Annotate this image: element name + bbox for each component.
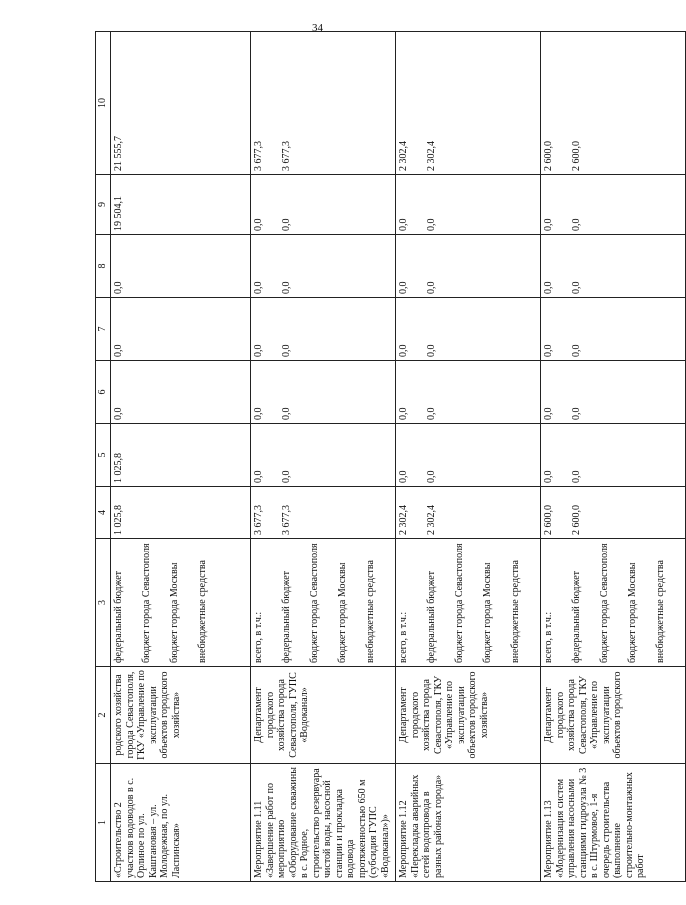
- amount-value: [197, 178, 225, 231]
- funding-source-cell: [251, 539, 396, 667]
- amount-value: [337, 490, 365, 535]
- measure-name-cell: Мероприятие 1.11 «Завершение работ по мероприятию «Оборудование скважины в с. Родное, строительство резервуара чистой воды, насосной станции и прокладка водовода протяженностью 650 м (субсидия ГУПС «Водоканал»)»: [251, 764, 396, 882]
- amount-value: [454, 178, 482, 231]
- column-number: 4: [96, 487, 111, 539]
- funding-source-label: внебюджетные средства: [655, 560, 666, 663]
- amount-value: [309, 178, 337, 231]
- amount-value: 0,0: [281, 470, 292, 483]
- amount-value: [599, 238, 627, 294]
- amount-value: [627, 427, 655, 483]
- funding-source-label: федеральный бюджет: [113, 570, 124, 663]
- column-number: 9: [96, 175, 111, 235]
- amount-value: [482, 364, 510, 420]
- amount-value: 0,0: [398, 407, 409, 420]
- value-cell: [396, 361, 541, 424]
- column-number: 5: [96, 424, 111, 487]
- amount-value: 0,0: [426, 470, 437, 483]
- amount-value: [599, 427, 627, 483]
- amount-value: [365, 364, 393, 420]
- amount-value: [141, 364, 169, 420]
- amount-value: 3 677,3: [281, 141, 292, 171]
- amount-value: [627, 35, 655, 171]
- amount-value: 0,0: [543, 281, 554, 294]
- page-number: 34: [312, 22, 323, 34]
- amount-value: [197, 490, 225, 535]
- rotated-table-container: [95, 32, 675, 882]
- amount-value: [309, 301, 337, 357]
- amount-value: 1 025,8: [113, 453, 124, 483]
- amount-value: [169, 238, 197, 294]
- value-cell: [111, 32, 251, 175]
- amount-value: 0,0: [398, 218, 409, 231]
- amount-value: [169, 301, 197, 357]
- funding-source-label: федеральный бюджет: [281, 570, 292, 663]
- amount-value: 21 555,7: [113, 136, 124, 171]
- column-number: 2: [96, 667, 111, 764]
- amount-value: [309, 427, 337, 483]
- amount-value: [655, 427, 683, 483]
- amount-value: [197, 301, 225, 357]
- amount-value: [169, 427, 197, 483]
- amount-value: [482, 238, 510, 294]
- amount-value: [141, 301, 169, 357]
- amount-value: [141, 427, 169, 483]
- amount-value: 0,0: [281, 218, 292, 231]
- amount-value: 0,0: [426, 218, 437, 231]
- table-row: [396, 32, 541, 882]
- amount-value: [169, 490, 197, 535]
- funding-source-cell: [541, 539, 686, 667]
- amount-value: [510, 238, 538, 294]
- amount-value: [197, 35, 225, 171]
- amount-value: [655, 301, 683, 357]
- measure-name-cell: «Строительство 2 участков водоводов в с. Орлиное по ул. Каштановая – ул. Молодежная, по ул. Ласпинская»: [111, 764, 251, 882]
- amount-value: 2 302,4: [398, 141, 409, 171]
- amount-value: [309, 490, 337, 535]
- column-number: 6: [96, 361, 111, 424]
- amount-value: 2 600,0: [571, 505, 582, 535]
- value-cell: [251, 32, 396, 175]
- program-measures-table: [95, 31, 686, 882]
- amount-value: [141, 238, 169, 294]
- funding-source-label: внебюджетные средства: [510, 560, 521, 663]
- amount-value: 0,0: [113, 407, 124, 420]
- value-cell: [251, 298, 396, 361]
- funding-source-cell: [396, 539, 541, 667]
- value-cell: [251, 361, 396, 424]
- amount-value: [655, 35, 683, 171]
- amount-value: [454, 364, 482, 420]
- funding-source-cell: [111, 539, 251, 667]
- amount-value: [510, 301, 538, 357]
- amount-value: 0,0: [253, 218, 264, 231]
- amount-value: 0,0: [571, 281, 582, 294]
- value-cell: [541, 298, 686, 361]
- funding-source-label: бюджет города Севастополя: [309, 543, 320, 663]
- amount-value: [627, 364, 655, 420]
- amount-value: [482, 301, 510, 357]
- value-cell: [541, 32, 686, 175]
- amount-value: [655, 238, 683, 294]
- amount-value: 0,0: [398, 344, 409, 357]
- amount-value: 0,0: [426, 344, 437, 357]
- value-cell: [541, 361, 686, 424]
- executor-cell: Департамент городского хозяйства города Севастополя, ГКУ «Управление по эксплуатации объектов городского: [541, 667, 686, 764]
- value-cell: [111, 424, 251, 487]
- amount-value: [510, 427, 538, 483]
- amount-value: 0,0: [398, 470, 409, 483]
- amount-value: 19 504,1: [113, 196, 124, 231]
- amount-value: [482, 35, 510, 171]
- value-cell: [396, 424, 541, 487]
- amount-value: [309, 364, 337, 420]
- value-cell: [251, 424, 396, 487]
- amount-value: [599, 364, 627, 420]
- amount-value: [599, 490, 627, 535]
- amount-value: [510, 364, 538, 420]
- amount-value: [599, 35, 627, 171]
- table-row: [541, 32, 686, 882]
- amount-value: [454, 238, 482, 294]
- amount-value: 3 677,3: [281, 505, 292, 535]
- value-cell: [251, 487, 396, 539]
- amount-value: 2 600,0: [571, 141, 582, 171]
- amount-value: [599, 301, 627, 357]
- amount-value: 0,0: [543, 344, 554, 357]
- value-cell: [396, 235, 541, 298]
- amount-value: 2 302,4: [398, 505, 409, 535]
- amount-value: [482, 427, 510, 483]
- value-cell: [111, 298, 251, 361]
- amount-value: 3 677,3: [253, 505, 264, 535]
- amount-value: [365, 490, 393, 535]
- amount-value: 0,0: [543, 218, 554, 231]
- amount-value: 0,0: [253, 344, 264, 357]
- amount-value: [454, 427, 482, 483]
- column-number: 7: [96, 298, 111, 361]
- amount-value: [482, 490, 510, 535]
- amount-value: 0,0: [281, 344, 292, 357]
- amount-value: 0,0: [426, 407, 437, 420]
- measure-name-cell: Мероприятие 1.13 «Модернизация систем управления насосными станциями гидроузла № 3 в с. Штурмовое, 1-я очередь строительства (выполнение строительно-монтажных работ: [541, 764, 686, 882]
- amount-value: [627, 301, 655, 357]
- value-cell: [111, 487, 251, 539]
- value-cell: [251, 175, 396, 235]
- value-cell: [396, 487, 541, 539]
- amount-value: [169, 364, 197, 420]
- funding-source-label: бюджет города Москвы: [169, 562, 180, 663]
- funding-source-label: федеральный бюджет: [426, 570, 437, 663]
- amount-value: [599, 178, 627, 231]
- value-cell: [396, 32, 541, 175]
- value-cell: [396, 298, 541, 361]
- funding-source-label: бюджет города Севастополя: [454, 543, 465, 663]
- amount-value: 0,0: [113, 281, 124, 294]
- amount-value: [365, 35, 393, 171]
- amount-value: 0,0: [543, 470, 554, 483]
- amount-value: 0,0: [253, 470, 264, 483]
- amount-value: [510, 35, 538, 171]
- amount-value: [337, 364, 365, 420]
- funding-source-label: федеральный бюджет: [571, 570, 582, 663]
- column-number: 10: [96, 32, 111, 175]
- amount-value: [627, 490, 655, 535]
- column-number: 1: [96, 764, 111, 882]
- amount-value: [454, 301, 482, 357]
- amount-value: [197, 427, 225, 483]
- value-cell: [541, 235, 686, 298]
- amount-value: 0,0: [281, 281, 292, 294]
- measure-name-cell: Мероприятие 1.12 «Перекладка аварийных сетей водопровода в разных районах города»: [396, 764, 541, 882]
- funding-source-label: всего, в т.ч.:: [253, 611, 264, 663]
- amount-value: 0,0: [571, 407, 582, 420]
- value-cell: [111, 361, 251, 424]
- value-cell: [396, 175, 541, 235]
- amount-value: 0,0: [543, 407, 554, 420]
- table-row: [251, 32, 396, 882]
- amount-value: 0,0: [571, 218, 582, 231]
- amount-value: [141, 178, 169, 231]
- amount-value: [365, 178, 393, 231]
- amount-value: 2 302,4: [426, 141, 437, 171]
- amount-value: 1 025,8: [113, 505, 124, 535]
- amount-value: [365, 301, 393, 357]
- amount-value: 0,0: [253, 407, 264, 420]
- amount-value: [141, 35, 169, 171]
- amount-value: 0,0: [113, 344, 124, 357]
- amount-value: [197, 238, 225, 294]
- amount-value: 0,0: [571, 470, 582, 483]
- amount-value: 2 302,4: [426, 505, 437, 535]
- value-cell: [541, 175, 686, 235]
- amount-value: [337, 178, 365, 231]
- amount-value: [454, 490, 482, 535]
- amount-value: [337, 427, 365, 483]
- amount-value: [655, 178, 683, 231]
- amount-value: 0,0: [571, 344, 582, 357]
- amount-value: [365, 238, 393, 294]
- funding-source-label: бюджет города Севастополя: [599, 543, 610, 663]
- amount-value: [655, 364, 683, 420]
- column-number: 3: [96, 539, 111, 667]
- amount-value: [337, 301, 365, 357]
- amount-value: [454, 35, 482, 171]
- amount-value: 0,0: [426, 281, 437, 294]
- amount-value: [510, 178, 538, 231]
- amount-value: [309, 238, 337, 294]
- amount-value: 2 600,0: [543, 505, 554, 535]
- funding-source-label: бюджет города Москвы: [627, 562, 638, 663]
- amount-value: 0,0: [281, 407, 292, 420]
- amount-value: [627, 238, 655, 294]
- amount-value: 3 677,3: [253, 141, 264, 171]
- value-cell: [251, 235, 396, 298]
- amount-value: [510, 490, 538, 535]
- value-cell: [111, 175, 251, 235]
- table-row: [111, 32, 251, 882]
- amount-value: [365, 427, 393, 483]
- funding-source-label: бюджет города Москвы: [337, 562, 348, 663]
- funding-source-label: всего, в т.ч.:: [398, 611, 409, 663]
- value-cell: [541, 487, 686, 539]
- amount-value: 2 600,0: [543, 141, 554, 171]
- value-cell: [541, 424, 686, 487]
- column-number-row: [96, 32, 111, 882]
- amount-value: [309, 35, 337, 171]
- amount-value: [169, 178, 197, 231]
- funding-source-label: бюджет города Москвы: [482, 562, 493, 663]
- column-number: 8: [96, 235, 111, 298]
- funding-source-label: внебюджетные средства: [365, 560, 376, 663]
- funding-source-label: всего, в т.ч.:: [543, 611, 554, 663]
- amount-value: [197, 364, 225, 420]
- amount-value: 0,0: [253, 281, 264, 294]
- amount-value: [337, 35, 365, 171]
- amount-value: 0,0: [398, 281, 409, 294]
- amount-value: [655, 490, 683, 535]
- amount-value: [627, 178, 655, 231]
- funding-source-label: бюджет города Севастополя: [141, 543, 152, 663]
- amount-value: [169, 35, 197, 171]
- funding-source-label: внебюджетные средства: [197, 560, 208, 663]
- executor-cell: Департамент городского хозяйства города Севастополя, ГКУ «Управление по эксплуатации объектов городского хозяйства»: [396, 667, 541, 764]
- executor-cell: родского хозяйства города Севастополя, ГКУ «Управление по эксплуатации объектов городского хозяйства»: [111, 667, 251, 764]
- executor-cell: Департамент городского хозяйства города Севастополя, ГУПС «Водоканал»: [251, 667, 396, 764]
- value-cell: [111, 235, 251, 298]
- amount-value: [482, 178, 510, 231]
- amount-value: [141, 490, 169, 535]
- amount-value: [337, 238, 365, 294]
